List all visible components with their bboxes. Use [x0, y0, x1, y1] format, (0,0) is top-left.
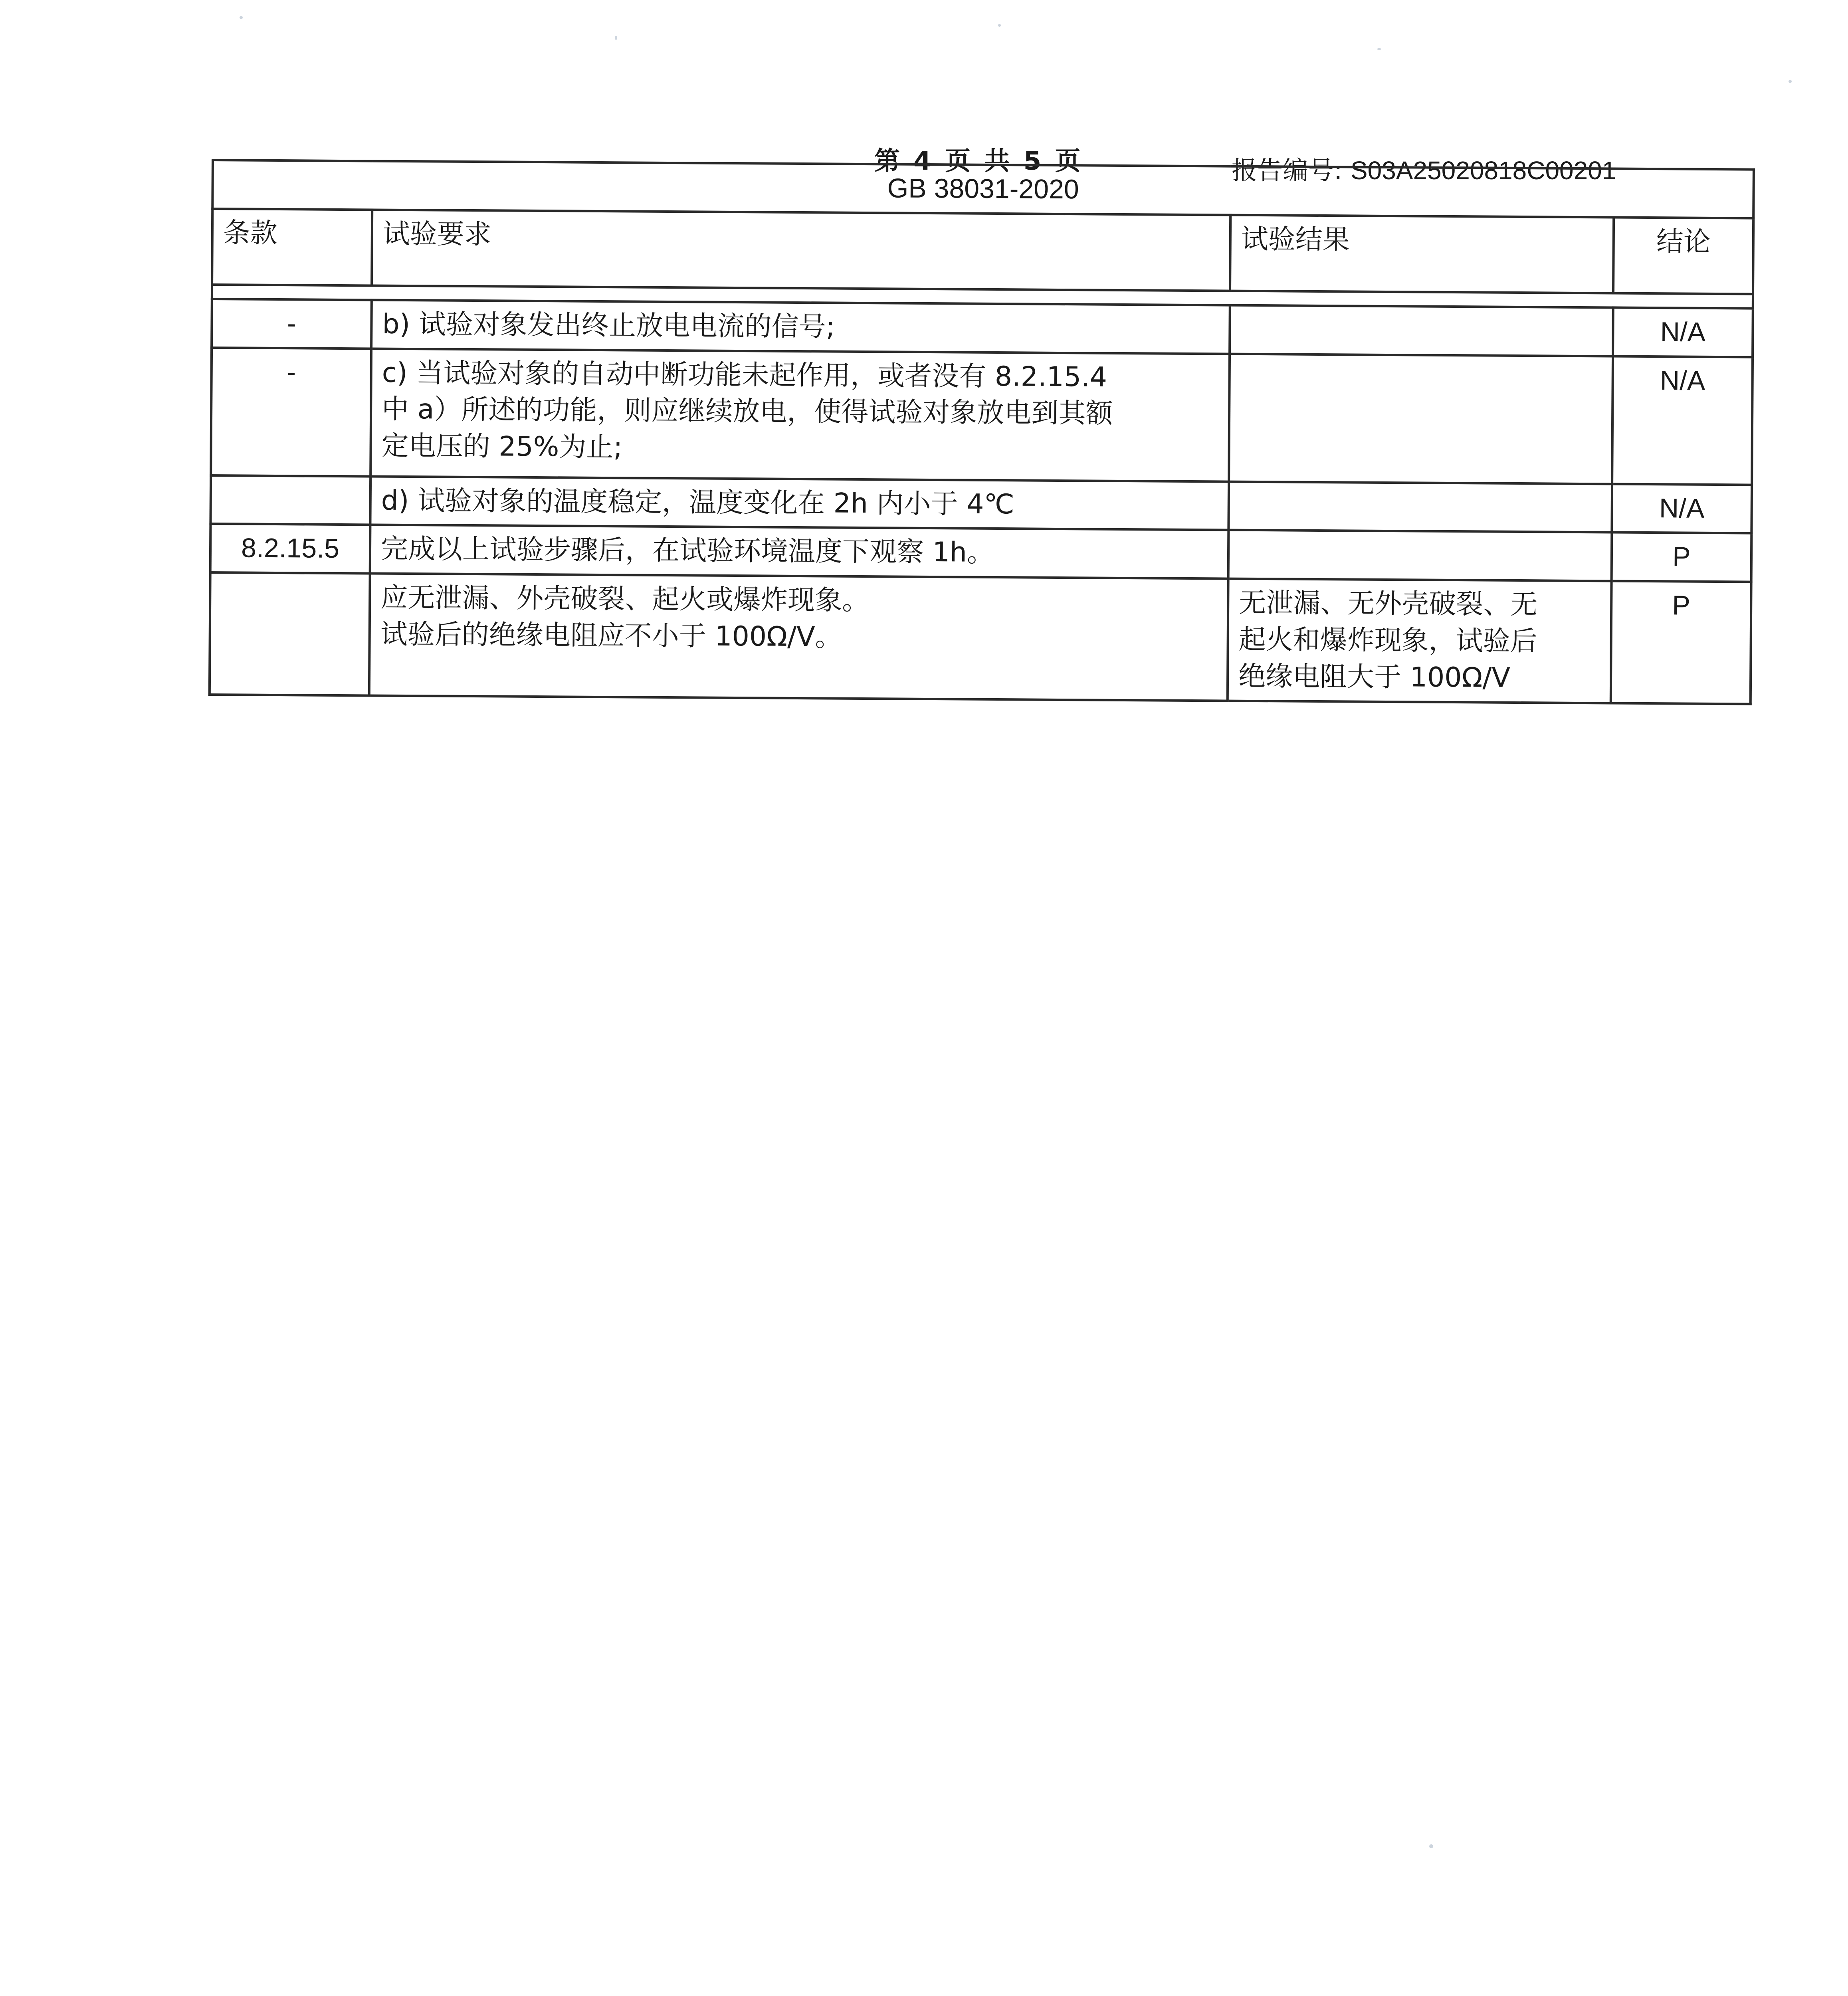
conclusion-cell: P	[1612, 533, 1752, 582]
table-row	[210, 475, 1752, 533]
scan-speck	[1789, 80, 1792, 83]
requirement-line: b) 试验对象发出终止放电电流的信号;	[382, 308, 835, 343]
result-cell	[1228, 481, 1612, 533]
result-line: 绝缘电阻大于 100Ω/V	[1238, 660, 1511, 694]
clause-cell: -	[211, 348, 371, 476]
standard-title: GB 38031-2020	[212, 160, 1754, 218]
report-number-value: S03A25020818C00201	[1350, 156, 1616, 185]
column-header-clause: 条款	[212, 209, 372, 285]
report-number-label: 报告编号:	[1232, 156, 1343, 186]
requirement-line: 完成以上试验步骤后，在试验环境温度下观察 1h。	[380, 533, 994, 569]
scan-speck	[1429, 1844, 1433, 1848]
column-header-conclusion: 结论	[1613, 217, 1753, 294]
column-header-result: 试验结果	[1230, 215, 1614, 293]
clause-cell: -	[212, 299, 372, 349]
requirement-line: 中 a）所述的功能，则应继续放电，使得试验对象放电到其额	[381, 394, 1113, 430]
test-results-table	[208, 159, 1753, 705]
result-line: 无泄漏、无外壳破裂、无	[1239, 587, 1538, 621]
clause-cell	[210, 572, 370, 695]
conclusion-cell: N/A	[1613, 307, 1753, 357]
requirement-line: 应无泄漏、外壳破裂、起火或爆炸现象。	[380, 582, 870, 617]
requirement-line: 试验后的绝缘电阻应不小于 100Ω/V。	[380, 618, 842, 653]
table-row	[212, 299, 1753, 357]
clause-cell	[210, 475, 370, 525]
table-row	[210, 572, 1751, 704]
requirement-cell	[370, 349, 1230, 481]
table-row	[210, 524, 1752, 582]
result-line: 起火和爆炸现象，试验后	[1238, 624, 1537, 657]
scan-speck	[240, 16, 243, 19]
requirement-line: c) 当试验对象的自动中断功能未起作用，或者没有 8.2.15.4	[382, 357, 1107, 393]
conclusion-cell: N/A	[1612, 484, 1752, 533]
conclusion-cell: P	[1611, 581, 1751, 704]
result-cell	[1228, 530, 1612, 581]
requirement-cell	[370, 525, 1229, 579]
result-cell	[1229, 354, 1613, 484]
column-header-requirement: 试验要求	[372, 210, 1230, 291]
table-row	[211, 348, 1753, 485]
clause-cell: 8.2.15.5	[210, 524, 370, 573]
requirement-cell	[370, 476, 1229, 530]
scan-speck	[998, 24, 1001, 27]
requirement-cell	[369, 574, 1228, 701]
requirement-cell	[371, 300, 1230, 354]
requirement-line: d) 试验对象的温度稳定，温度变化在 2h 内小于 4℃	[381, 485, 1015, 520]
result-cell	[1230, 305, 1613, 356]
page-indicator: 第 4 页 共 5 页	[874, 147, 1083, 176]
requirement-line: 定电压的 25%为止;	[381, 430, 623, 463]
conclusion-cell: N/A	[1612, 356, 1753, 485]
scan-speck	[615, 36, 617, 40]
result-cell	[1228, 579, 1612, 703]
scan-speck	[1377, 48, 1381, 50]
